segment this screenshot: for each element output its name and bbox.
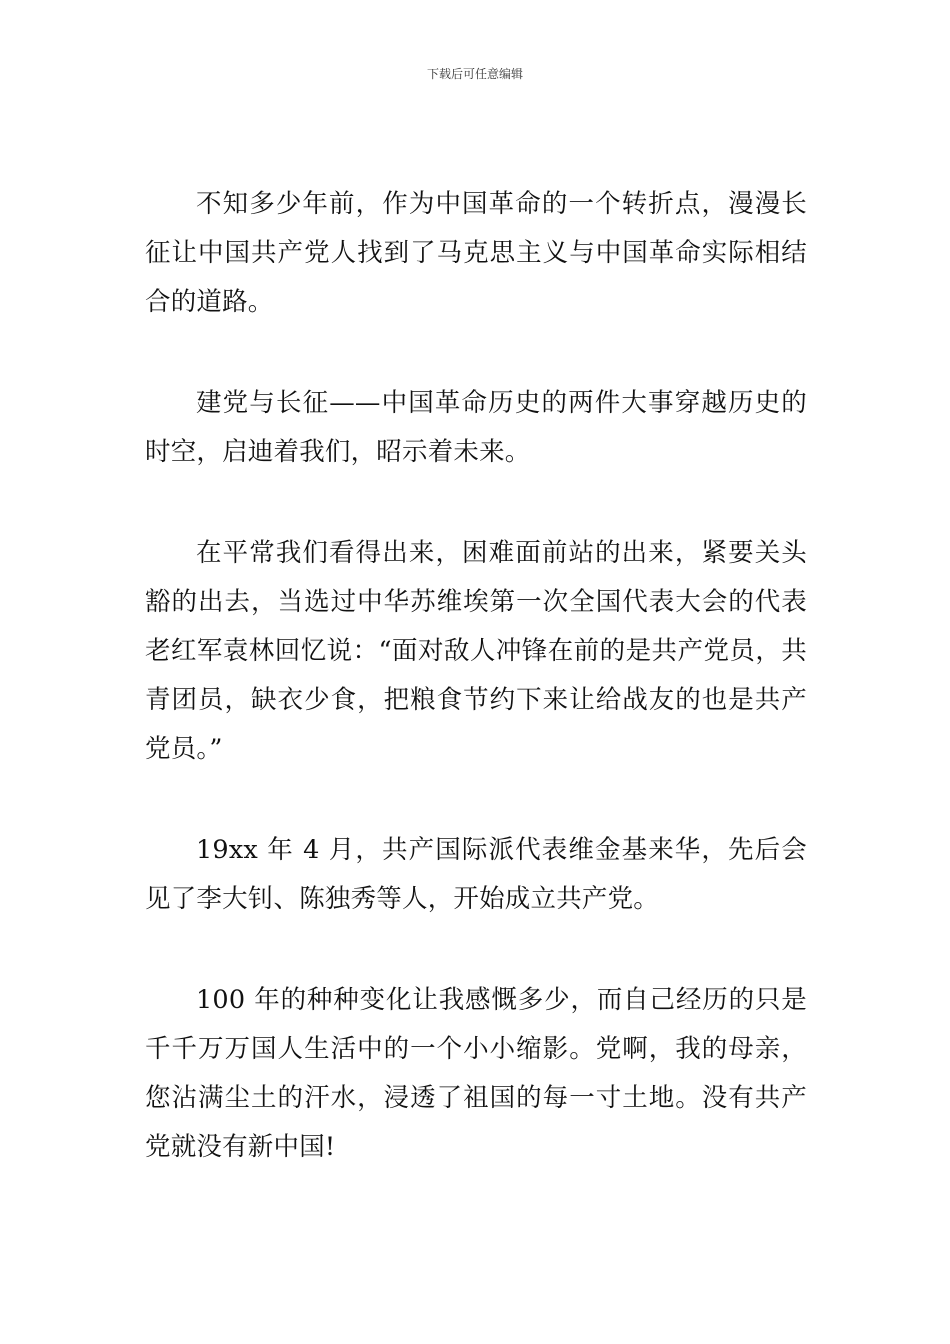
document-body: [145, 180, 807, 1224]
paragraph-4: 19xx 年 4 月，共产国际派代表维金基来华，先后会见了李大钊、陈独秀等人，开始成立共产党。: [145, 835, 807, 914]
paragraph-3: 在平常我们看得出来，困难面前站的出来，紧要关头豁的出去，当选过中华苏维埃第一次全国代表大会的代表老红军袁林回忆说：“面对敌人冲锋在前的是共产党员，共青团员，缺衣少食，把粮食节约下来让给战友的也是共产党员。”: [145, 538, 807, 764]
header-note: 下载后可任意编辑: [426, 67, 523, 81]
paragraph-2: 建党与长征——中国革命历史的两件大事穿越历史的时空，启迪着我们，昭示着未来。: [145, 388, 807, 467]
paragraph-5: 100 年的种种变化让我感慨多少，而自己经历的只是千千万万国人生活中的一个小小缩影。党啊，我的母亲，您沾满尘土的汗水，浸透了祖国的每一寸土地。没有共产党就没有新中国!: [145, 985, 807, 1162]
paragraph-1: 不知多少年前，作为中国革命的一个转折点，漫漫长征让中国共产党人找到了马克思主义与中国革命实际相结合的道路。: [145, 189, 807, 317]
